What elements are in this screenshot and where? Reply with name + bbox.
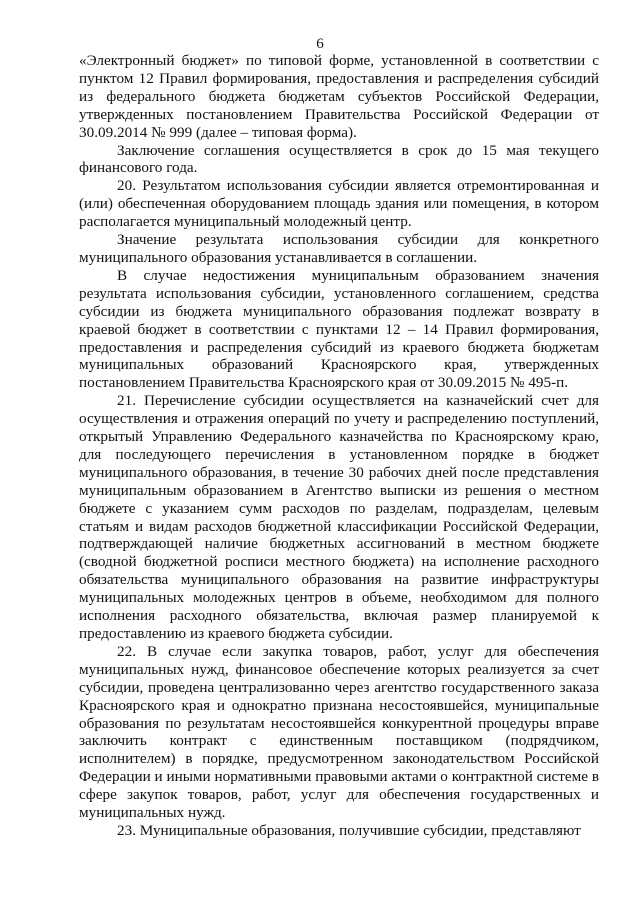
page-number: 6 xyxy=(316,36,324,52)
paragraph-20-result: 20. Результатом использования субсидии является отремонтированная и (или) обеспеченная оборудованием площадь здания или помещения, в котором располагается муниципальный молодежный центр. xyxy=(79,177,599,231)
paragraph-non-achievement: В случае недостижения муниципальным образованием значения результата использования субсидии, установленного соглашением, средства субсидии из бюджета муниципального образования подлежат возврату в краевой бюджет в соответствии с пунктами 12 – 14 Правил формирования, предоставления и распределения субсидий из краевого бюджета бюджетам муниципальных образований Красноярского края, утвержденных постановлением Правительства Красноярского края от 30.09.2015 № 495-п. xyxy=(79,266,599,392)
document-body xyxy=(79,52,599,840)
paragraph-agreement-deadline: Заключение соглашения осуществляется в срок до 15 мая текущего финансового года. xyxy=(79,141,599,177)
paragraph-typical-form: «Электронный бюджет» по типовой форме, установленной в соответствии с пунктом 12 Правил формирования, предоставления и распределения субсидий из федерального бюджета бюджетам субъектов Российской Федерации, утвержденных постановлением Правительства Российской Федерации от 30.09.2014 № 999 (далее – типовая форма). xyxy=(79,52,599,141)
paragraph-22-procurement: 22. В случае если закупка товаров, работ, услуг для обеспечения муниципальных нужд, финансовое обеспечение которых реализуется за счет субсидии, проведена централизованно через агентство государственного заказа Красноярского края и однократно признана несостоявшейся, муниципальные образования по результатам несостоявшейся конкурентной процедуры вправе заключить контракт с единственным поставщиком (подрядчиком, исполнителем) в порядке, предусмотренном законодательством Российской Федерации и иными нормативными правовыми актами о контрактной системе в сфере закупок товаров, работ, услуг для обеспечения государственных и муниципальных нужд. xyxy=(79,642,599,822)
paragraph-result-value: Значение результата использования субсидии для конкретного муниципального образования устанавливается в соглашении. xyxy=(79,231,599,266)
paragraph-23-reporting: 23. Муниципальные образования, получившие субсидии, представляют xyxy=(117,821,581,839)
paragraph-21-transfer: 21. Перечисление субсидии осуществляется на казначейский счет для осуществления и отражения операций по учету и распределению поступлений, открытый Управлению Федерального казначейства по Красноярскому краю, для последующего перечисления в установленном порядке в бюджет муниципального образования, в течение 30 рабочих дней после представления муниципальным образованием в Агентство выписки из решения о местном бюджете с указанием сумм расходов по разделам, подразделам, целевым статьям и видам расходов бюджетной классификации Российской Федерации, подтверждающей наличие бюджетных ассигнований в местном бюджете (сводной бюджетной росписи местного бюджета) на исполнение расходного обязательства муниципального образования на развитие инфраструктуры муниципальных молодежных центров в объеме, необходимом для полного исполнения расходного обязательства, включая размер планируемой к предоставлению из краевого бюджета субсидии. xyxy=(79,392,599,642)
